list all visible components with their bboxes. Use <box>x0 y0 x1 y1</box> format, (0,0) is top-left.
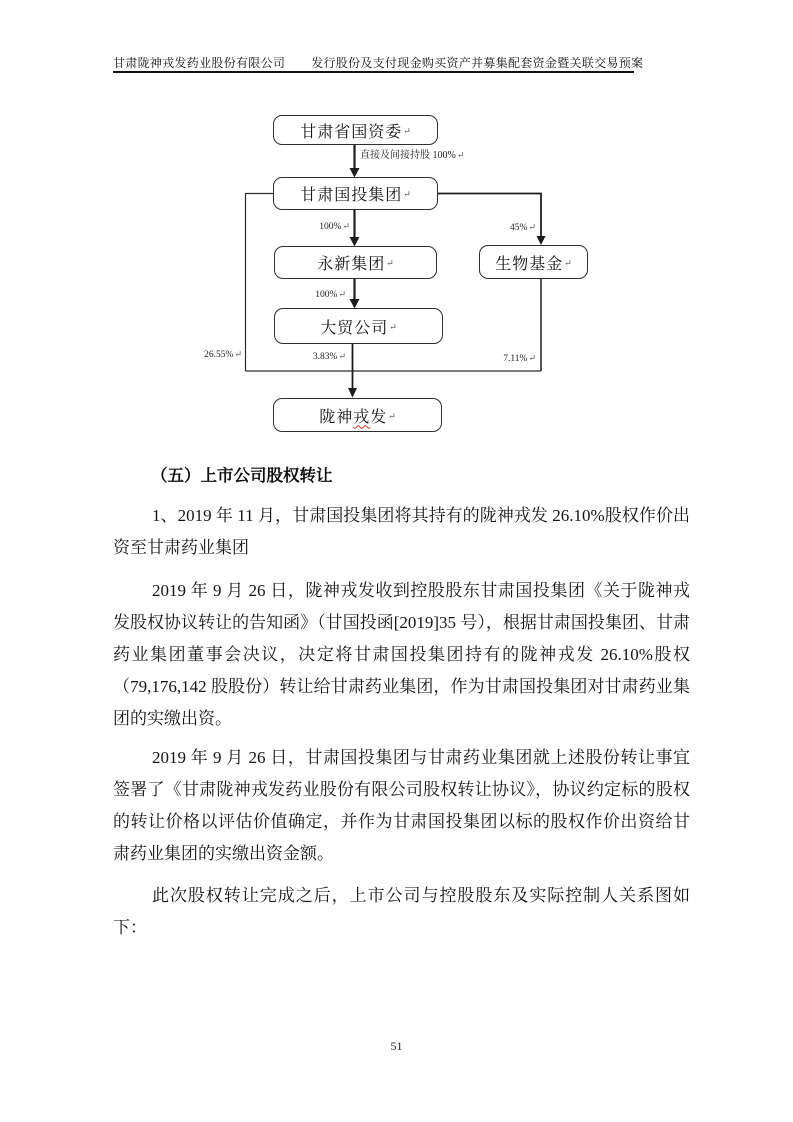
node-gansu-guotou-label: 甘肃国投集团 <box>300 187 403 204</box>
header-doc-title: 发行股份及支付现金购买资产并募集配套资金暨关联交易预案 <box>311 56 644 70</box>
node-longshen-label-spellcheck: 戎 <box>353 408 371 426</box>
edge-label-text: 26.55% <box>204 350 234 360</box>
edge-label-100-guotou-yongxin <box>306 222 350 233</box>
return-mark: ↵ <box>234 349 242 359</box>
return-mark: ↵ <box>403 125 411 136</box>
ownership-structure-diagram <box>0 0 793 460</box>
return-mark: ↵ <box>338 289 346 299</box>
page-number: 51 <box>390 1039 403 1053</box>
return-mark: ↵ <box>528 353 536 363</box>
edge-label-text: 3.83% <box>312 352 338 362</box>
edge-label-711-biofund-longshen <box>492 354 536 365</box>
return-mark: ↵ <box>403 189 411 199</box>
edge-label-text: 100% <box>315 290 338 300</box>
section-heading: （五）上市公司股权转让 <box>151 467 333 485</box>
edge-label-45-guotou-biofund <box>496 223 536 234</box>
body-content <box>113 460 690 944</box>
return-mark: ↵ <box>388 410 396 421</box>
node-gansu-sasac <box>273 115 438 145</box>
edge-label-383-damao-longshen <box>302 352 346 363</box>
edge-label-text: 7.11% <box>503 354 528 364</box>
return-mark: ↵ <box>338 351 346 361</box>
node-bio-fund-label: 生物基金 <box>495 255 564 273</box>
node-longshen-rongfa <box>273 398 442 432</box>
return-mark: ↵ <box>528 222 536 232</box>
edge-label-text: 100% <box>319 222 342 232</box>
node-yongxin-label: 永新集团 <box>317 256 386 273</box>
return-mark: ↵ <box>564 257 572 268</box>
edge-label-text: 45% <box>510 223 528 233</box>
node-bio-fund <box>479 245 588 279</box>
edge-label-2655-guotou-longshen <box>198 350 242 361</box>
node-yongxin-group <box>274 246 437 279</box>
header-company-name: 甘肃陇神戎发药业股份有限公司 <box>113 56 286 70</box>
return-mark: ↵ <box>389 321 397 332</box>
node-longshen-label-pre: 陇神 <box>319 408 354 426</box>
paragraph-1: 1、2019 年 11 月，甘肃国投集团将其持有的陇神戎发 26.10%股权作价出资至甘肃药业集团 <box>113 506 690 557</box>
return-mark: ↵ <box>342 221 350 231</box>
return-mark: ↵ <box>386 258 394 268</box>
node-gansu-sasac-label: 甘肃省国资委 <box>300 123 403 141</box>
node-longshen-label-post: 发 <box>370 408 388 426</box>
paragraph-4: 此次股权转让完成之后，上市公司与控股股东及实际控制人关系图如下： <box>113 886 690 937</box>
paragraph-3: 2019 年 9 月 26 日，甘肃国投集团与甘肃药业集团就上述股份转让事宜签署了《甘肃陇神戎发药业股份有限公司股权转让协议》，协议约定标的股权的转让价格以评估价值确定，并作为甘肃国投集团以标的股权作价出资给甘肃药业集团的实缴出资金额。 <box>113 748 690 863</box>
edge-label-direct-indirect-100 <box>360 151 464 161</box>
node-damao-label: 大贸公司 <box>320 319 389 337</box>
diagram-connector-lines <box>0 0 793 460</box>
edge-label-text: 直接及间接持股 100% <box>360 150 456 161</box>
paragraph-2: 2019 年 9 月 26 日，陇神戎发收到控股股东甘肃国投集团《关于陇神戎发股权协议转让的告知函》（甘国投函[2019]35 号），根据甘肃国投集团、甘肃药业集团董事会决议，决定将甘肃国投集团持有的陇神戎发 26.10%股权（79,176,142 股股份）转让给甘肃药业集团，作为甘肃国投集团对甘肃药业集团的实缴出资。 <box>113 581 690 728</box>
return-mark: ↵ <box>456 150 465 160</box>
edge-label-100-yongxin-damao <box>302 290 346 301</box>
node-gansu-guotou-group <box>273 177 438 210</box>
node-damao-company <box>274 308 443 344</box>
